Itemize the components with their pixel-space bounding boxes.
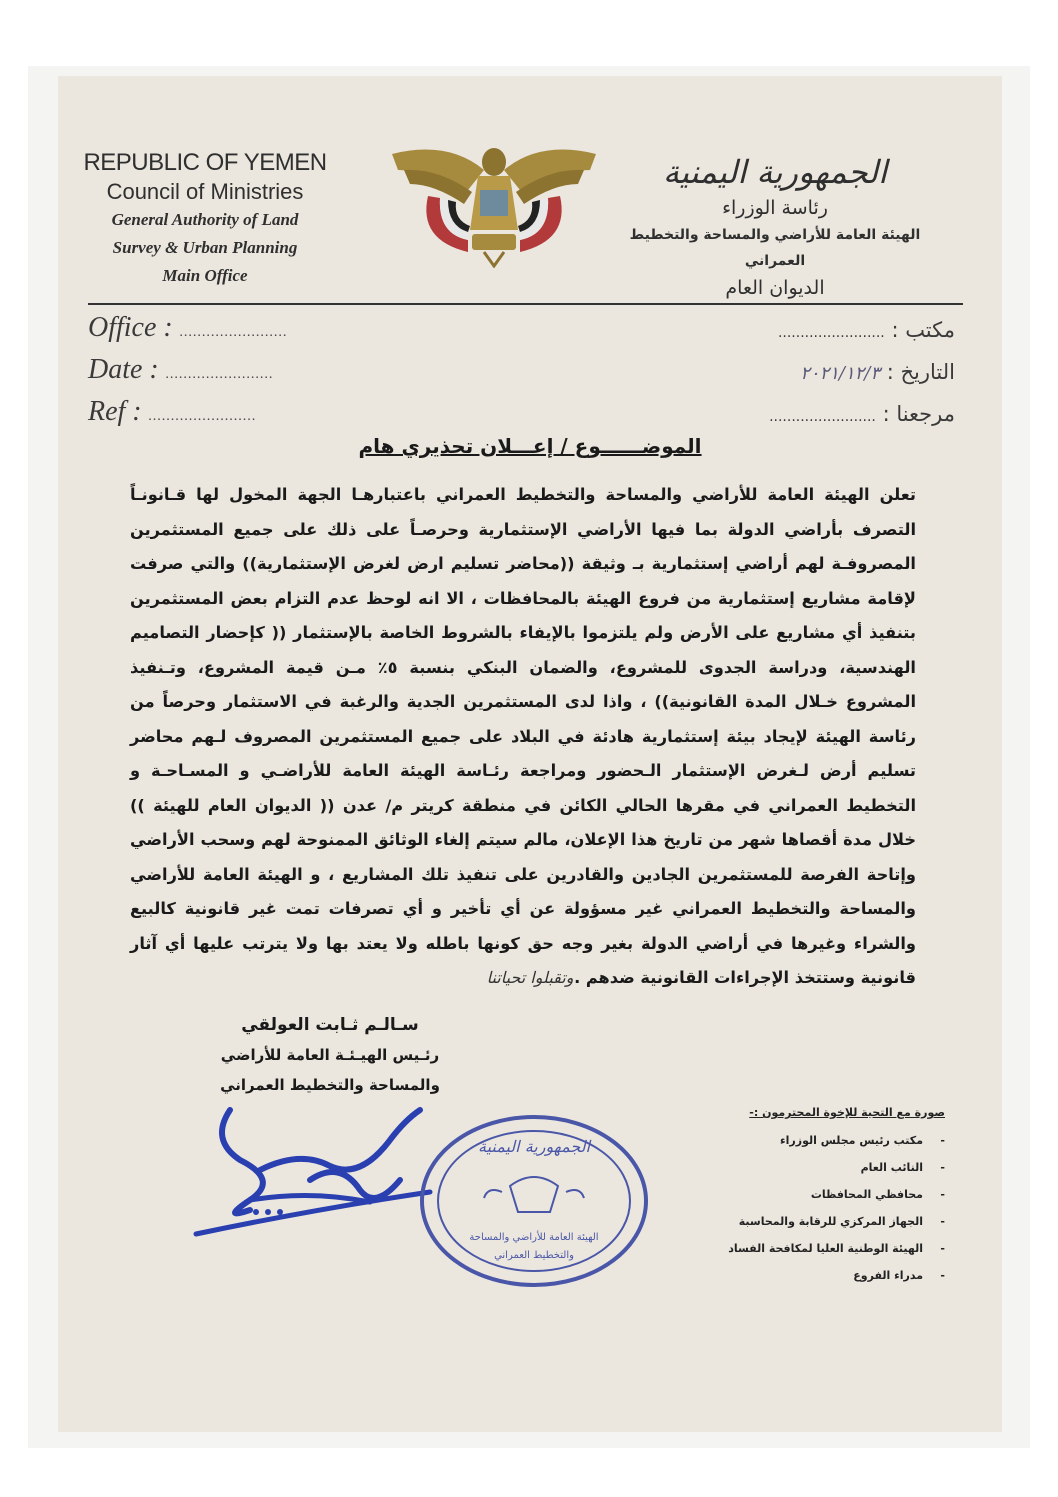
ref-dots-ar: ........................ — [769, 409, 876, 425]
authority-name-en-1: General Authority of Land — [111, 210, 299, 229]
cc-item: - مكتب رئيس مجلس الوزراء — [700, 1127, 945, 1154]
arabic-letterhead — [600, 150, 950, 302]
stamp-text-1: الجمهورية اليمنية — [477, 1137, 591, 1156]
cc-item: - الجهاز المركزي للرقابة والمحاسبة — [700, 1208, 945, 1235]
ref-field-ar — [700, 402, 955, 426]
announcement-body: تعلن الهيئة العامة للأراضي والمساحة والتخطيط العمراني باعتبارهـا الجهة المخول لها قـانونـاً التصرف بأراضي الدولة بما فيها الأراضي الإستثمارية وحرصـاً على ذلك على جميع المستثمرين المصروفـة لهم أراضي إستثمارية بـ وثيقة ((محاضر تسليم ارض لغرض الإستثمارية)) والتي صرفت لإقامة مشاريع إستثمارية من فروع الهيئة بالمحافظات ، الا انه لوحظ عدم التزام بعض المستثمرين بتنفيذ أي مشاريع على الأرض ولم يلتزموا بالإيفاء بالشروط الخاصة بالإستثمار (( كإحضار التصاميم الهندسية، ودراسة الجدوى للمشروع، والضمان البنكي بنسبة ٥٪ مـن قيمة المشروع، وتـنفيذ المشروع خـلال المدة القانونية)) ، واذا لدى المستثمرين الجدية والرغبة في الاستثمار وحرصاً من رئاسة الهيئة لإيجاد بيئة إستثمارية هادئة في البلاد على جميع المستثمرين المصروف لـهم محاضر تسليم أرض لـغرض الإستثمار الـحضور ومراجعة رئـاسة الهيئة العامة للأراضـي و المسـاحـة و التخطيط العمراني في مقرها الحالي الكائن في منطقة كريتر م/ عدن (( الديوان العام للهيئة )) خلال مدة أقصاها شهر من تاريخ هذا الإعلان، مالم سيتم إلغاء الوثائق الممنوحة لهم وسحب الأراضي وإتاحة الفرصة للمستثمرين الجادين والقادرين على تنفيذ تلك المشاريع ، و الهيئة العامة للأراضي والمساحة والتخطيط العمراني غير مسؤولة عن أي تأخير و أي تصرفات تمت غير قانونية كالبيع والشراء وغيرها في أراضي الدولة بغير وجه حق كونها باطله ولا يعتد بها ولا يترتب عليها أي آثار قانونية وستتخذ الإجراءات القانونية ضدهم . — [130, 485, 916, 987]
date-field-en — [88, 354, 274, 386]
ref-dots-en: ........................ — [148, 409, 257, 424]
cc-item: - مدراء الفروع — [700, 1262, 945, 1289]
handwritten-signature-icon — [190, 1070, 440, 1250]
cc-item: - النائب العام — [700, 1154, 945, 1181]
date-field-ar — [700, 360, 955, 384]
office-name-en: Main Office — [162, 266, 248, 285]
office-label-en: Office : — [88, 312, 173, 343]
cc-item: - محافظي المحافظات — [700, 1181, 945, 1208]
date-label-en: Date : — [88, 354, 159, 385]
country-name-ar: الجمهورية اليمنية — [662, 153, 888, 191]
authority-name-ar: الهيئة العامة للأراضي والمساحة والتخطيط العمراني — [629, 227, 921, 269]
date-label-ar: التاريخ : — [886, 360, 955, 384]
signatory-title-1: رئـيس الهيـئـة العامة للأراضي — [220, 1046, 440, 1064]
cc-list — [700, 1106, 945, 1289]
cc-heading: صورة مع التحية للإخوة المحترمون :- — [749, 1106, 945, 1119]
subject-heading: الموضــــــوع / إعـــلان تحذيري هام — [358, 434, 702, 458]
english-letterhead — [80, 148, 330, 290]
country-name-en: REPUBLIC OF YEMEN — [83, 149, 327, 176]
stamp-text-3: والتخطيط العمراني — [494, 1250, 574, 1261]
office-dots-en: ........................ — [179, 325, 288, 340]
stamp-text-2: الهيئة العامة للأراضي والمساحة — [469, 1232, 599, 1243]
cc-item: - الهيئة الوطنية العليا لمكافحة الفساد — [700, 1235, 945, 1262]
office-dots-ar: ........................ — [777, 325, 885, 341]
closing-greeting: وتقبلوا تحياتنا — [486, 968, 574, 987]
council-name-ar: رئاسة الوزراء — [722, 197, 828, 219]
date-dots-en: ........................ — [165, 367, 274, 382]
ref-field-en — [88, 396, 257, 428]
eagle-emblem-icon — [388, 140, 600, 268]
council-name-en: Council of Ministries — [106, 179, 304, 204]
signatory-name: سـالـم ثـابت العولقي — [241, 1015, 419, 1035]
header-divider — [88, 303, 963, 305]
office-name-ar: الديوان العام — [725, 277, 825, 299]
ref-label-ar: مرجعنا : — [882, 402, 955, 426]
office-field-en — [88, 312, 288, 344]
signatory-title-2: والمساحة والتخطيط العمراني — [220, 1076, 440, 1094]
authority-name-en-2: Survey & Urban Planning — [112, 238, 298, 257]
ref-label-en: Ref : — [88, 396, 142, 427]
date-value-handwritten: ٢٠٢١/١٢/٣ — [800, 363, 881, 384]
office-field-ar — [700, 318, 955, 342]
official-stamp-icon — [418, 1112, 650, 1290]
office-label-ar: مكتب : — [891, 318, 955, 342]
